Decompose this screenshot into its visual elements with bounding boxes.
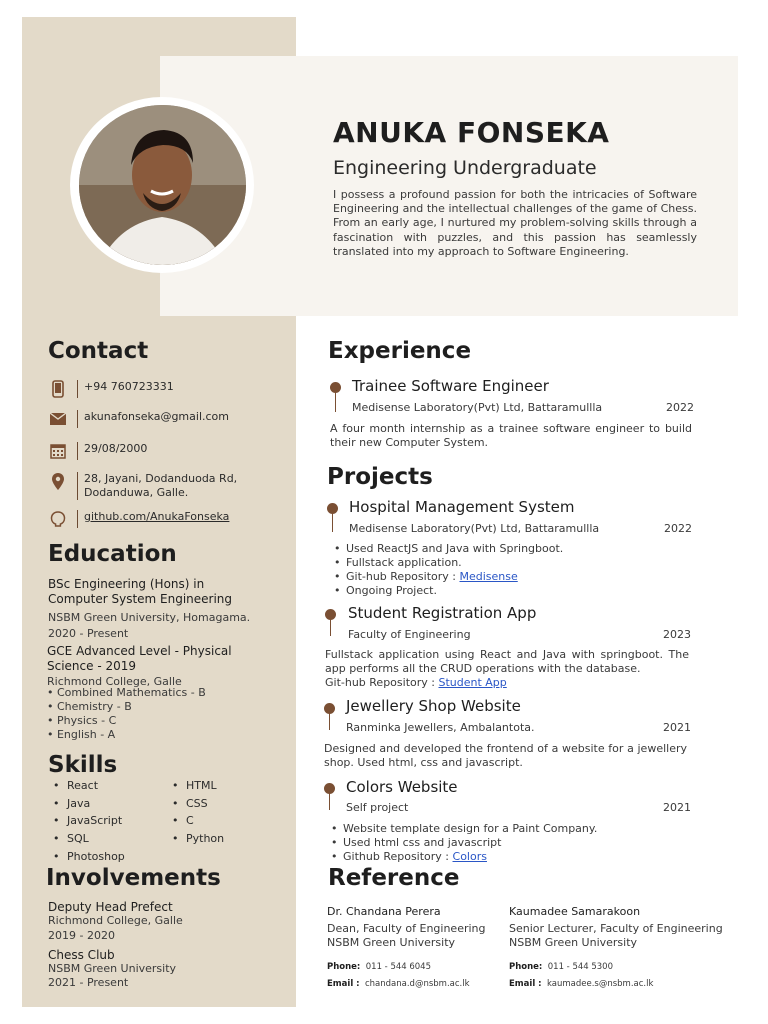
contact-address-line1: 28, Jayani, Dodanduoda Rd,	[84, 472, 238, 485]
university-name: NSBM Green University, Homagama.	[48, 611, 251, 624]
timeline-line	[329, 790, 331, 810]
skill-item: • C	[186, 814, 194, 827]
medisense-repo-link[interactable]: Medisense	[459, 570, 518, 583]
reference-phone	[327, 962, 431, 972]
reference-org: NSBM Green University	[509, 936, 638, 949]
github-icon	[48, 510, 68, 528]
project-bullet: • Fullstack application.	[346, 556, 462, 570]
involvement-period: 2021 - Present	[48, 976, 129, 989]
reference-email	[327, 979, 470, 989]
al-line2: Science - 2019	[47, 659, 137, 673]
colors-repo-link[interactable]: Colors	[452, 850, 487, 863]
reference-org: NSBM Green University	[327, 936, 456, 949]
location-pin-icon	[48, 472, 68, 490]
project-org: Ranminka Jewellers, Ambalantota.	[346, 721, 535, 734]
repo-label: Git-hub Repository :	[346, 570, 460, 583]
project-year: 2021	[663, 801, 691, 814]
email-label: Email :	[509, 979, 542, 989]
project-bullet: • Website template design for a Paint Company.	[343, 822, 597, 836]
contact-dob-row	[48, 442, 147, 460]
reference-name: Dr. Chandana Perera	[327, 905, 441, 918]
reference-heading: Reference	[328, 865, 460, 891]
timeline-line	[329, 710, 331, 730]
reference-email	[509, 979, 653, 989]
project-title: Jewellery Shop Website	[346, 697, 521, 715]
skill-item: • React	[67, 779, 98, 792]
contact-address-line2: Dodanduwa, Galle.	[84, 486, 189, 499]
reference-name: Kaumadee Samarakoon	[509, 905, 641, 918]
reference-phone	[509, 962, 613, 972]
al-results-list	[47, 686, 206, 742]
involvements-heading: Involvements	[46, 865, 221, 891]
skill-item: • Python	[186, 832, 224, 845]
degree-line1: BSc Engineering (Hons) in	[48, 577, 205, 591]
project-year: 2021	[663, 721, 691, 734]
project-bullet: • Ongoing Project.	[346, 584, 437, 598]
education-degree	[48, 577, 232, 607]
skill-item: • JavaScript	[67, 814, 122, 827]
project-org: Faculty of Engineering	[348, 628, 471, 641]
timeline-line	[335, 390, 337, 412]
involvement-role: Chess Club	[48, 948, 115, 962]
reference-position: Dean, Faculty of Engineering	[327, 922, 486, 935]
skill-item: • Photoshop	[67, 850, 125, 863]
projects-heading: Projects	[327, 464, 433, 490]
project-bullet	[343, 850, 487, 864]
phone-label: Phone:	[327, 962, 361, 972]
experience-year: 2022	[666, 401, 694, 414]
calendar-icon	[48, 442, 68, 460]
contact-phone: +94 760723331	[84, 380, 174, 393]
skill-item: • SQL	[67, 832, 89, 845]
contact-phone-row	[48, 380, 174, 398]
email-label: Email :	[327, 979, 360, 989]
project-bullet	[346, 570, 518, 584]
involvement-org: Richmond College, Galle	[48, 914, 183, 927]
candidate-name: ANUKA FONSEKA	[333, 116, 610, 149]
reference-phone-value: 011 - 544 5300	[547, 962, 614, 972]
experience-org: Medisense Laboratory(Pvt) Ltd, Battaramullla	[352, 401, 603, 414]
involvement-period: 2019 - 2020	[48, 929, 115, 942]
reference-phone-value: 011 - 544 6045	[365, 962, 432, 972]
phone-icon	[48, 380, 68, 398]
project-org: Self project	[346, 801, 409, 814]
degree-line2: Computer System Engineering	[48, 592, 233, 606]
contact-address-row	[48, 472, 237, 500]
project-year: 2022	[664, 522, 692, 535]
profile-photo	[79, 105, 246, 265]
university-period: 2020 - Present	[48, 627, 129, 640]
contact-dob: 29/08/2000	[84, 442, 148, 455]
contact-email[interactable]: akunafonseka@gmail.com	[84, 410, 229, 423]
contact-email-row	[48, 410, 229, 428]
contact-github-row	[48, 510, 229, 528]
involvement-org: NSBM Green University	[48, 962, 177, 975]
reference-position: Senior Lecturer, Faculty of Engineering	[509, 922, 723, 935]
experience-description: A four month internship as a trainee software engineer to build their new Computer System.	[330, 422, 692, 449]
skill-item: • CSS	[186, 797, 208, 810]
experience-heading: Experience	[328, 338, 472, 364]
student-app-repo-link[interactable]: Student App	[438, 676, 507, 689]
profile-summary: I possess a profound passion for both the intricacies of Software Engineering and the intellectual challenges of the game of Chess. From an early age, I nurtured my problem-solving skills through a fascination with puzzles, and this passion has seamlessly translated into my approach to Software Engineering.	[333, 188, 697, 258]
reference-email-value[interactable]: chandana.d@nsbm.ac.lk	[365, 979, 470, 989]
candidate-title: Engineering Undergraduate	[333, 157, 597, 179]
project-title: Hospital Management System	[349, 498, 575, 516]
envelope-icon	[48, 410, 68, 428]
contact-heading: Contact	[48, 338, 149, 364]
project-repo	[325, 676, 507, 690]
project-description: Fullstack application using React and Java with springboot. The app performs all the CRUD operations with the database.	[325, 648, 689, 675]
project-year: 2023	[663, 628, 691, 641]
al-result: • Chemistry - B	[47, 700, 132, 713]
al-result: • English - A	[47, 728, 116, 741]
al-result: • Combined Mathematics - B	[47, 686, 206, 699]
timeline-line	[330, 616, 332, 636]
education-heading: Education	[48, 541, 177, 567]
project-bullet: • Used html css and javascript	[343, 836, 501, 850]
project-title: Colors Website	[346, 778, 458, 796]
education-al	[47, 644, 232, 674]
project-bullet: • Used ReactJS and Java with Springboot.	[346, 542, 563, 556]
repo-label: Github Repository :	[343, 850, 453, 863]
school-name: Richmond College, Galle	[47, 675, 182, 688]
phone-label: Phone:	[509, 962, 543, 972]
skill-item: • HTML	[186, 779, 217, 792]
project-title: Student Registration App	[348, 604, 537, 622]
al-line1: GCE Advanced Level - Physical	[47, 644, 232, 658]
project-description: Designed and developed the frontend of a website for a jewellery shop. Used html, css and javascript.	[324, 742, 687, 769]
experience-title: Trainee Software Engineer	[352, 377, 549, 395]
timeline-line	[332, 510, 334, 532]
project-org: Medisense Laboratory(Pvt) Ltd, Battaramullla	[349, 522, 600, 535]
involvement-role: Deputy Head Prefect	[48, 900, 173, 914]
skill-item: • Java	[67, 797, 90, 810]
al-result: • Physics - C	[47, 714, 117, 727]
reference-email-value[interactable]: kaumadee.s@nsbm.ac.lk	[547, 979, 654, 989]
contact-github-link[interactable]: github.com/AnukaFonseka	[84, 510, 230, 523]
repo-label: Git-hub Repository :	[325, 676, 439, 689]
skills-heading: Skills	[48, 752, 118, 778]
